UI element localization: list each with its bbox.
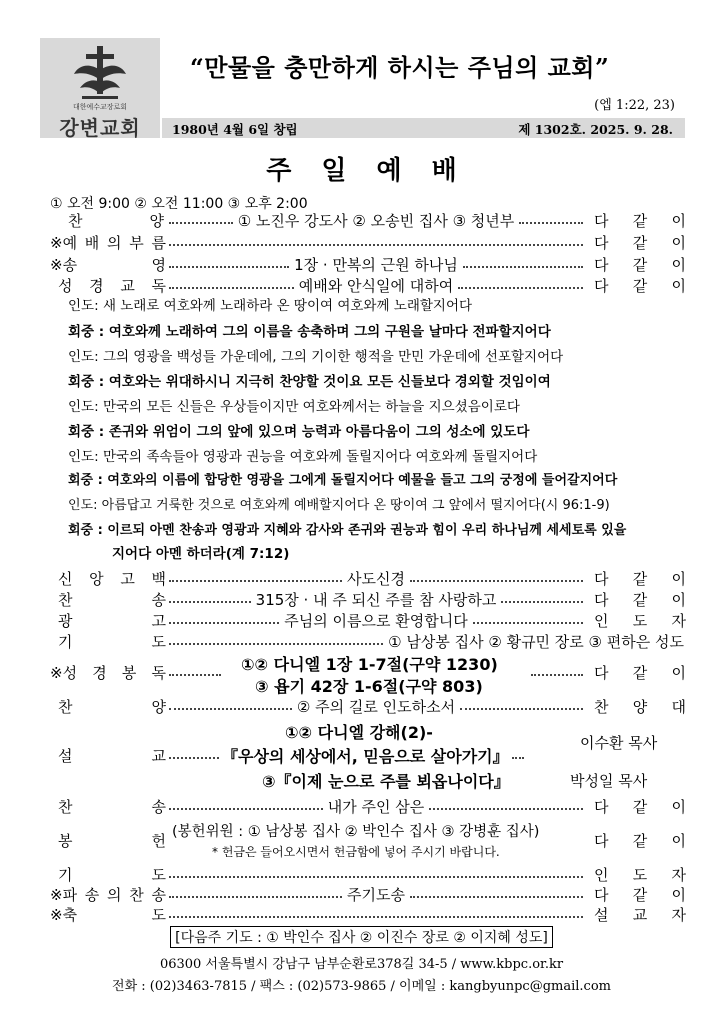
reading-speaker: 인도: — [68, 399, 99, 415]
label-char: 경 — [92, 663, 107, 682]
reading-text: 새 노래로 여호와께 노래하라 온 땅이여 여호와께 노래할지어다 — [102, 298, 473, 314]
order-row-prayer — [58, 631, 686, 651]
order-responder — [586, 830, 686, 851]
leader-dots — [169, 244, 583, 246]
reading-text: 여호와의 이름에 합당한 영광을 그에게 돌릴지어다 예물을 들고 그의 궁정에 들어갈지어다 — [107, 473, 618, 488]
reading-speaker: 인도: — [68, 449, 99, 465]
leader-dots — [169, 757, 219, 759]
resp-char: 인 — [594, 865, 609, 884]
resp-char: 다 — [594, 831, 609, 850]
leader-dots — [463, 266, 583, 268]
preacher-1: 이수환 목사 — [580, 734, 658, 752]
resp-char: 다 — [594, 590, 609, 609]
order-row-praise — [58, 210, 686, 230]
label-char: 앙 — [89, 569, 104, 588]
resp-char: 이 — [671, 590, 686, 609]
resp-char: 다 — [594, 569, 609, 588]
reading-text: 지어다 아멘 하더라(계 7:12) — [112, 546, 290, 562]
order-content: 주기도송 — [347, 885, 405, 904]
resp-char: 자 — [671, 611, 687, 630]
label-char: 설 — [58, 746, 73, 765]
resp-char: 같 — [632, 569, 648, 588]
leader-dots — [169, 266, 289, 268]
resp-char: 다 — [594, 276, 609, 295]
scripture-line-1: ①② 다니엘 1장 1-7절(구약 1230) — [238, 652, 501, 675]
label-char: 름 — [151, 233, 166, 252]
label-char: 고 — [151, 611, 166, 630]
reading-speaker: 회중 : — [68, 374, 105, 390]
order-content: 사도신경 — [347, 569, 405, 588]
order-content: 예배와 안식일에 대하여 — [298, 276, 454, 295]
order-responder — [586, 568, 686, 589]
info-bar — [162, 118, 685, 138]
reading-speaker: 인도: — [68, 349, 99, 365]
leader-dots — [169, 622, 279, 624]
reading-line-congregation — [68, 322, 688, 342]
resp-char: 다 — [594, 663, 609, 682]
reading-speaker: 회중 : — [68, 424, 105, 440]
resp-char: 이 — [671, 255, 687, 274]
label-char: 백 — [151, 569, 166, 588]
resp-char: 자 — [671, 865, 686, 884]
reading-speaker: 회중 : — [68, 324, 105, 340]
resp-char: 이 — [671, 797, 687, 816]
label-char: 송 — [84, 885, 100, 904]
resp-char: 교 — [632, 905, 648, 924]
label-char: 찬 — [58, 797, 73, 816]
label-char: 송 — [151, 590, 166, 609]
reading-text: 만국의 모든 신들은 우상들이지만 여호와께서는 하늘을 지으셨음이로다 — [102, 399, 520, 415]
reading-text: 여호와는 위대하시니 지극히 찬양할 것이요 모든 신들보다 경외할 것임이여 — [108, 374, 551, 390]
leader-dots — [169, 222, 233, 224]
reading-line-leader — [68, 447, 688, 467]
leader-dots — [169, 708, 292, 710]
order-content: ① 노진우 강도사 ② 오송빈 집사 ③ 청년부 — [237, 211, 515, 230]
motto-reference: (엡 1:22, 23) — [594, 98, 675, 113]
resp-char: 같 — [632, 590, 648, 609]
leader-dots — [458, 287, 583, 289]
label-char: 성 — [58, 276, 73, 295]
resp-char: 같 — [632, 233, 648, 252]
order-row-sending-hymn — [50, 884, 686, 904]
reading-speaker: 회중 : — [68, 523, 103, 538]
leader-dots — [512, 757, 524, 759]
reading-line-congregation — [68, 521, 688, 541]
reading-line-congregation — [68, 471, 688, 491]
order-responder — [586, 904, 686, 925]
leader-dots — [519, 222, 583, 224]
label-char: ※송 — [50, 255, 78, 274]
resp-char: 이 — [671, 233, 686, 252]
resp-char: 양 — [632, 697, 648, 716]
order-row-creed — [58, 568, 686, 588]
reading-line-continued — [112, 544, 723, 564]
resp-char: 이 — [671, 569, 686, 588]
order-row-choir — [58, 696, 686, 716]
label-char: ※파 — [50, 885, 78, 904]
resp-char: 같 — [632, 255, 648, 274]
founded-date: 1980년 4월 6일 창립 — [172, 122, 298, 137]
label-char: 도 — [151, 905, 166, 924]
order-responder — [586, 796, 686, 817]
resp-char: 도 — [632, 865, 648, 884]
church-contact: 전화 : (02)3463-7815 / 팩스 : (02)573-9865 / 이메일 : kangbyunpc@gmail.com — [112, 979, 611, 994]
label-char: 광 — [58, 611, 73, 630]
resp-char: 같 — [632, 211, 648, 230]
label-char: 도 — [151, 632, 166, 651]
reading-line-leader — [68, 397, 688, 417]
label-char: 영 — [151, 255, 166, 274]
order-content: 주님의 이름으로 환영합니다 — [284, 611, 468, 630]
label-char: 송 — [151, 797, 166, 816]
reading-line-leader — [68, 496, 688, 516]
resp-char: 다 — [594, 797, 609, 816]
order-content: 1장 · 만복의 근원 하나님 — [294, 255, 458, 274]
label-char: ※성 — [50, 663, 78, 682]
resp-char: 이 — [671, 211, 686, 230]
label-char: 양 — [149, 211, 164, 230]
resp-char: 다 — [594, 885, 609, 904]
leader-dots — [410, 896, 583, 898]
resp-char: 설 — [594, 905, 609, 924]
resp-char: 같 — [632, 276, 648, 295]
resp-char: 같 — [632, 797, 648, 816]
order-responder — [586, 610, 686, 631]
reading-text: 여호와께 노래하여 그의 이름을 송축하며 그의 구원을 날마다 전파할지어다 — [108, 324, 551, 340]
resp-char: 같 — [632, 885, 648, 904]
label-char: 찬 — [58, 697, 73, 716]
resp-char: 이 — [671, 663, 686, 682]
order-row-announcements — [58, 610, 686, 630]
order-row-benediction — [50, 904, 686, 924]
resp-char: 이 — [671, 885, 686, 904]
order-responder — [586, 696, 686, 717]
reading-line-congregation — [68, 372, 688, 392]
leader-dots — [473, 622, 583, 624]
resp-char: 찬 — [594, 697, 609, 716]
order-content: ② 주의 길로 인도하소서 — [296, 697, 456, 716]
leader-dots — [169, 916, 583, 918]
leader-dots — [169, 643, 383, 645]
leader-dots — [169, 287, 294, 289]
cross-plant-logo-icon — [68, 40, 132, 102]
label-char: 신 — [58, 569, 73, 588]
label-char: 의 — [107, 885, 122, 904]
order-row-responsive-reading — [58, 275, 686, 295]
label-char: 독 — [151, 276, 166, 295]
reading-line-congregation — [68, 422, 688, 442]
label-char: 양 — [151, 697, 166, 716]
order-row-hymn-response — [58, 796, 686, 816]
resp-char: 다 — [594, 233, 609, 252]
sermon-line-2: 『우상의 세상에서, 믿음으로 살아가기』 — [222, 746, 509, 766]
label-char: ※예 — [50, 233, 78, 252]
leader-dots — [169, 580, 342, 582]
resp-char: 이 — [671, 831, 686, 850]
church-name: 강변교회 — [59, 116, 141, 140]
leader-dots — [501, 601, 583, 603]
leader-dots — [460, 708, 583, 710]
reading-speaker: 인도: — [68, 498, 98, 513]
label-char: 찬 — [58, 590, 73, 609]
resp-char: 이 — [671, 276, 686, 295]
label-char: 도 — [151, 865, 166, 884]
church-motto: “만물을 충만하게 하시는 주님의 교회” — [190, 53, 610, 82]
order-responder — [586, 210, 686, 231]
label-char: 교 — [151, 746, 166, 765]
order-responder — [586, 275, 686, 296]
label-char: 고 — [120, 569, 135, 588]
resp-char: 대 — [671, 697, 687, 716]
leader-dots — [429, 808, 583, 810]
reading-text: 아름답고 거룩한 것으로 여호와께 예배할지어다 온 땅이여 그 앞에서 떨지어다(시 96:1-9) — [101, 498, 610, 513]
preacher-2: 박성일 목사 — [570, 772, 648, 790]
offering-committee: (봉헌위원 : ① 남상봉 집사 ② 박인수 집사 ③ 강병훈 집사) — [172, 824, 540, 840]
reading-speaker: 인도: — [68, 298, 99, 314]
label-char: 찬 — [129, 885, 144, 904]
leader-dots — [169, 896, 342, 898]
label-char: 기 — [58, 865, 73, 884]
leader-dots — [169, 808, 323, 810]
order-row-doxology — [50, 254, 687, 274]
reading-text: 존귀와 위엄이 그의 앞에 있으며 능력과 아름다움이 그의 성소에 있도다 — [108, 424, 530, 440]
resp-char: 다 — [594, 211, 609, 230]
order-responder — [586, 254, 686, 275]
order-responder — [586, 884, 686, 905]
label-char: 송 — [151, 885, 166, 904]
bulletin-header — [40, 38, 685, 138]
label-char: 독 — [151, 663, 166, 682]
label-char: 봉 — [58, 831, 73, 850]
order-row-hymn — [58, 589, 686, 609]
church-address: 06300 서울특별시 강남구 남부순환로378길 34-5 / www.kbpc.or.kr — [159, 957, 564, 972]
resp-char: 같 — [632, 663, 648, 682]
order-responder — [586, 589, 686, 610]
resp-char: 인 — [594, 611, 609, 630]
issue-number: 제 1302호. 2025. 9. 28. — [518, 122, 673, 137]
label-char: ※축 — [50, 905, 78, 924]
label-char: 봉 — [121, 663, 137, 682]
order-content: 315장 · 내 주 되신 주를 참 사랑하고 — [255, 590, 497, 609]
denomination-label: 대한예수교장로회 — [72, 103, 128, 111]
label-char: 부 — [129, 233, 144, 252]
reading-line-leader — [68, 347, 688, 367]
offering-note: * 헌금은 들어오시면서 헌금함에 넣어 주시기 바랍니다. — [212, 845, 500, 859]
label-char: 헌 — [151, 831, 166, 850]
label-char: 의 — [107, 233, 122, 252]
next-week-prayer — [0, 926, 723, 948]
order-content: ① 남상봉 집사 ② 황규민 장로 ③ 편하은 성도 — [388, 632, 684, 651]
next-prayer-box: [다음주 기도 : ① 박인수 집사 ② 이진수 장로 ② 이지혜 성도] — [170, 926, 553, 948]
label-char: 찬 — [68, 211, 83, 230]
resp-char: 다 — [594, 255, 609, 274]
leader-dots — [169, 876, 583, 878]
sermon-line-3: ③『이제 눈으로 주를 뵈옵나이다』 — [262, 772, 510, 791]
sermon-line-1: ①② 다니엘 강해(2)- — [285, 723, 433, 742]
resp-char: 자 — [671, 905, 686, 924]
scripture-line-2: ③ 욥기 42장 1-6절(구약 803) — [252, 674, 486, 697]
reading-line-leader — [68, 296, 688, 316]
church-logo — [40, 38, 160, 138]
resp-char: 같 — [632, 831, 648, 850]
page-title: 주일예배 — [266, 156, 487, 186]
label-char: 교 — [120, 276, 135, 295]
order-responder — [586, 662, 686, 683]
leader-dots — [531, 674, 583, 676]
label-char: 배 — [84, 233, 100, 252]
reading-text: 만국의 족속들아 영광과 권능을 여호와께 돌릴지어다 여호와께 돌릴지어다 — [102, 449, 538, 465]
order-row-prayer-offering — [58, 864, 686, 884]
reading-text: 그의 영광을 백성들 가운데에, 그의 기이한 행적을 만민 가운데에 선포할지어다 — [102, 349, 564, 365]
order-row-call-to-worship — [50, 232, 686, 252]
label-char: 기 — [58, 632, 73, 651]
order-responder — [586, 232, 686, 253]
order-responder — [586, 864, 686, 885]
reading-speaker: 회중 : — [68, 473, 103, 488]
leader-dots — [410, 580, 583, 582]
label-char: 경 — [89, 276, 104, 295]
order-content: 내가 주인 삼은 — [327, 797, 425, 816]
resp-char: 도 — [632, 611, 648, 630]
leader-dots — [169, 674, 221, 676]
leader-dots — [169, 601, 251, 603]
service-times: ① 오전 9:00 ② 오전 11:00 ③ 오후 2:00 — [50, 196, 308, 212]
reading-text: 이르되 아멘 찬송과 영광과 지혜와 감사와 존귀와 권능과 힘이 우리 하나님께 세세토록 있을 — [107, 523, 627, 538]
